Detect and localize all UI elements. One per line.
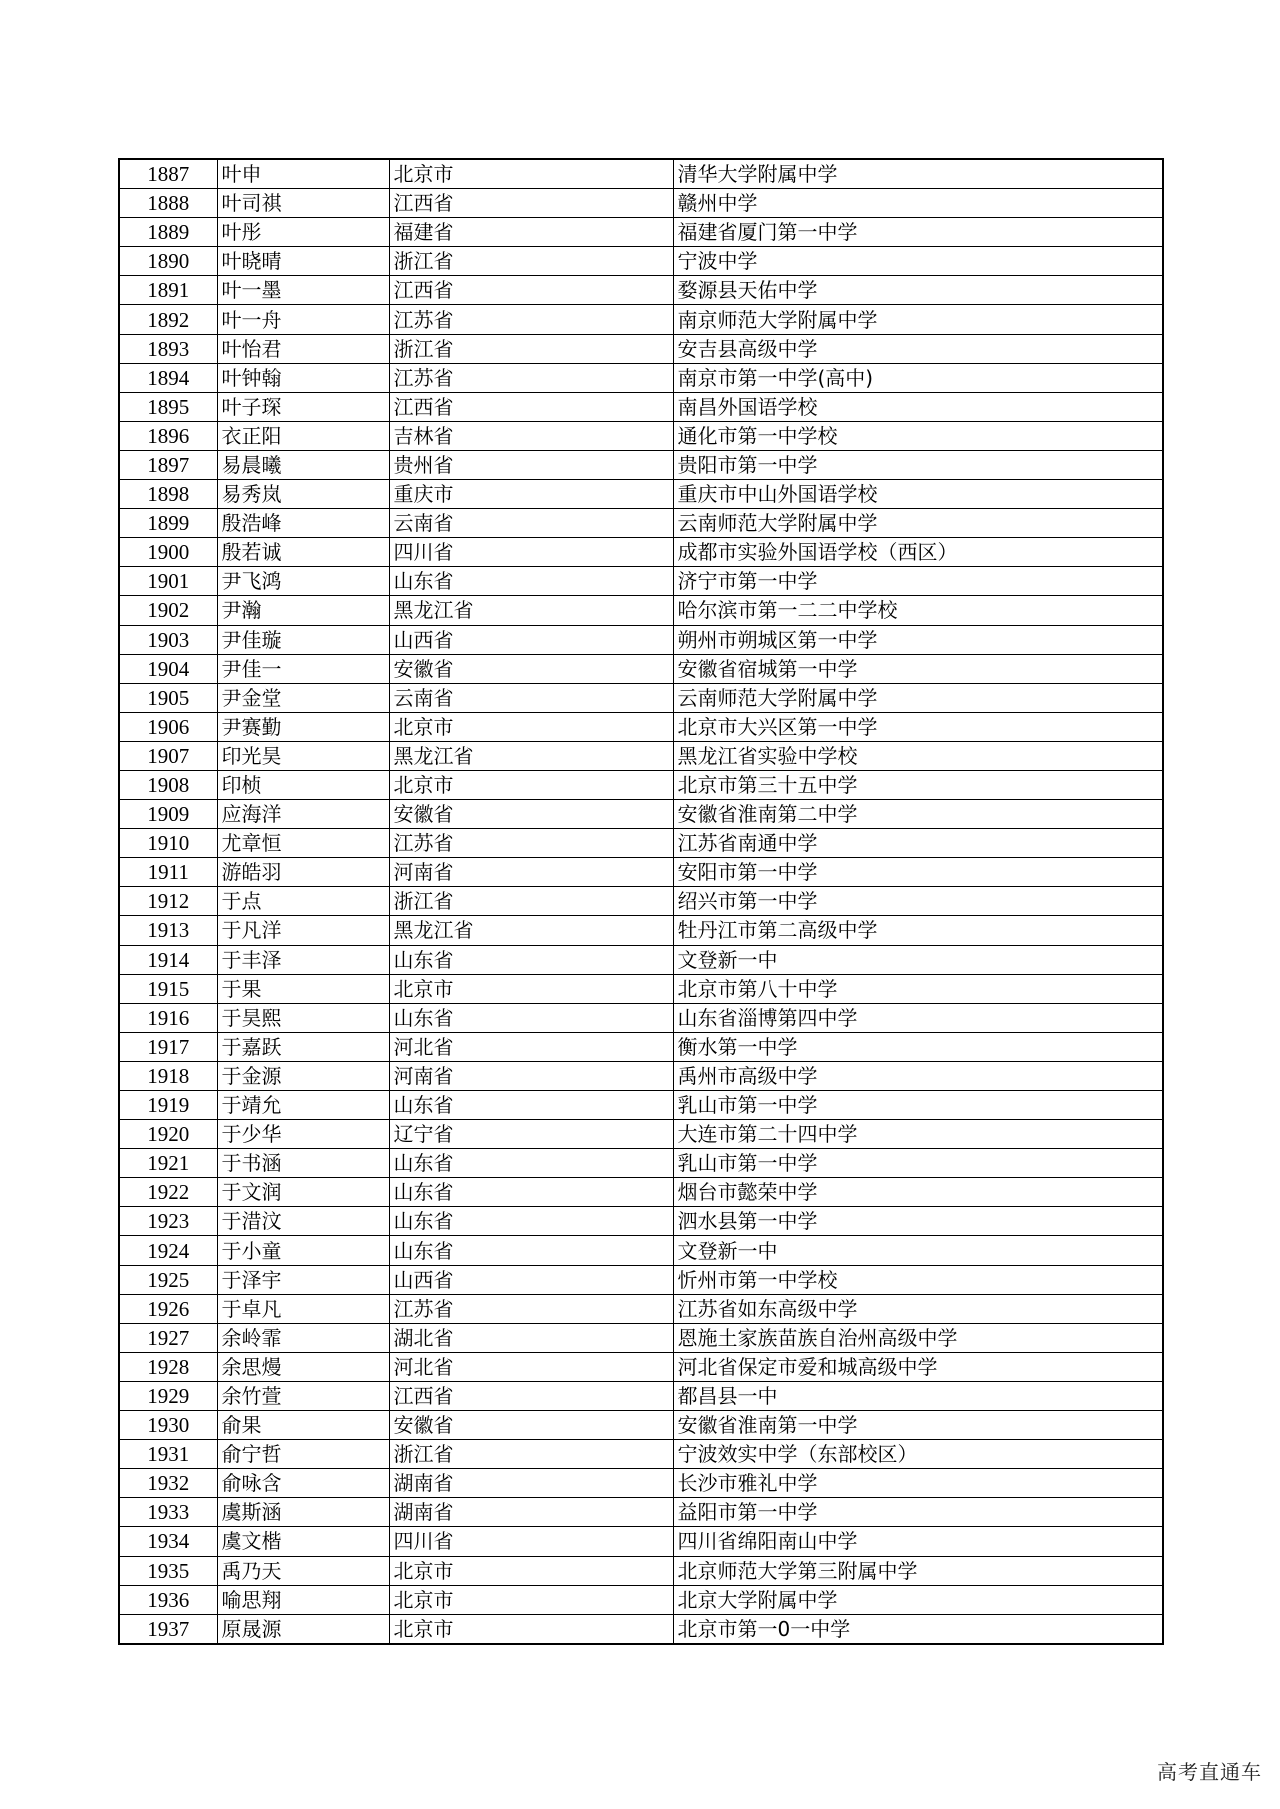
table-row (119, 189, 1163, 218)
province-cell: 江西省 (389, 1381, 673, 1410)
row-number-cell: 1909 (119, 800, 217, 829)
school-name-cell: 绍兴市第一中学 (673, 887, 1163, 916)
table-row (119, 1061, 1163, 1090)
roster-table-body (119, 159, 1163, 1644)
table-row (119, 1207, 1163, 1236)
student-name-cell: 尹瀚 (217, 596, 389, 625)
student-name-cell: 于昊熙 (217, 1003, 389, 1032)
table-row (119, 538, 1163, 567)
student-name-cell: 尤章恒 (217, 829, 389, 858)
table-row (119, 1352, 1163, 1381)
row-number-cell: 1911 (119, 858, 217, 887)
table-row (119, 1614, 1163, 1644)
student-name-cell: 殷若诚 (217, 538, 389, 567)
province-cell: 河南省 (389, 858, 673, 887)
school-name-cell: 清华大学附属中学 (673, 159, 1163, 189)
row-number-cell: 1913 (119, 916, 217, 945)
province-cell: 四川省 (389, 1527, 673, 1556)
school-name-cell: 贵阳市第一中学 (673, 450, 1163, 479)
province-cell: 山东省 (389, 945, 673, 974)
row-number-cell: 1902 (119, 596, 217, 625)
row-number-cell: 1929 (119, 1381, 217, 1410)
table-row (119, 625, 1163, 654)
school-name-cell: 牡丹江市第二高级中学 (673, 916, 1163, 945)
row-number-cell: 1931 (119, 1440, 217, 1469)
province-cell: 山东省 (389, 1236, 673, 1265)
table-row (119, 159, 1163, 189)
province-cell: 吉林省 (389, 421, 673, 450)
table-row (119, 363, 1163, 392)
province-cell: 浙江省 (389, 1440, 673, 1469)
school-name-cell: 福建省厦门第一中学 (673, 218, 1163, 247)
row-number-cell: 1901 (119, 567, 217, 596)
student-name-cell: 游皓羽 (217, 858, 389, 887)
row-number-cell: 1917 (119, 1032, 217, 1061)
row-number-cell: 1906 (119, 712, 217, 741)
row-number-cell: 1898 (119, 480, 217, 509)
province-cell: 安徽省 (389, 654, 673, 683)
student-name-cell: 印光昊 (217, 741, 389, 770)
table-row (119, 1120, 1163, 1149)
province-cell: 北京市 (389, 974, 673, 1003)
province-cell: 重庆市 (389, 480, 673, 509)
school-name-cell: 云南师范大学附属中学 (673, 683, 1163, 712)
student-name-cell: 应海洋 (217, 800, 389, 829)
student-name-cell: 于点 (217, 887, 389, 916)
province-cell: 山东省 (389, 1003, 673, 1032)
row-number-cell: 1920 (119, 1120, 217, 1149)
school-name-cell: 北京市第三十五中学 (673, 770, 1163, 799)
student-name-cell: 俞宁哲 (217, 1440, 389, 1469)
student-name-cell: 叶申 (217, 159, 389, 189)
school-name-cell: 济宁市第一中学 (673, 567, 1163, 596)
school-name-cell: 泗水县第一中学 (673, 1207, 1163, 1236)
student-name-cell: 叶一舟 (217, 305, 389, 334)
province-cell: 浙江省 (389, 247, 673, 276)
student-name-cell: 尹飞鸿 (217, 567, 389, 596)
row-number-cell: 1894 (119, 363, 217, 392)
school-name-cell: 烟台市懿荣中学 (673, 1178, 1163, 1207)
student-name-cell: 尹佳璇 (217, 625, 389, 654)
table-row (119, 887, 1163, 916)
student-name-cell: 俞咏含 (217, 1469, 389, 1498)
table-row (119, 683, 1163, 712)
province-cell: 河北省 (389, 1352, 673, 1381)
student-name-cell: 于文润 (217, 1178, 389, 1207)
province-cell: 浙江省 (389, 334, 673, 363)
school-name-cell: 通化市第一中学校 (673, 421, 1163, 450)
row-number-cell: 1933 (119, 1498, 217, 1527)
row-number-cell: 1912 (119, 887, 217, 916)
student-name-cell: 于小童 (217, 1236, 389, 1265)
student-name-cell: 殷浩峰 (217, 509, 389, 538)
row-number-cell: 1923 (119, 1207, 217, 1236)
table-row (119, 1498, 1163, 1527)
student-name-cell: 印桢 (217, 770, 389, 799)
table-row (119, 567, 1163, 596)
school-name-cell: 成都市实验外国语学校（西区） (673, 538, 1163, 567)
province-cell: 云南省 (389, 509, 673, 538)
row-number-cell: 1888 (119, 189, 217, 218)
row-number-cell: 1926 (119, 1294, 217, 1323)
watermark-text: 高考直通车 (1157, 1760, 1262, 1784)
row-number-cell: 1935 (119, 1556, 217, 1585)
table-row (119, 334, 1163, 363)
province-cell: 山东省 (389, 1207, 673, 1236)
province-cell: 湖南省 (389, 1469, 673, 1498)
province-cell: 安徽省 (389, 800, 673, 829)
student-name-cell: 余思熳 (217, 1352, 389, 1381)
row-number-cell: 1889 (119, 218, 217, 247)
province-cell: 山西省 (389, 1265, 673, 1294)
row-number-cell: 1915 (119, 974, 217, 1003)
student-name-cell: 于少华 (217, 1120, 389, 1149)
school-name-cell: 益阳市第一中学 (673, 1498, 1163, 1527)
province-cell: 湖北省 (389, 1323, 673, 1352)
school-name-cell: 乳山市第一中学 (673, 1091, 1163, 1120)
province-cell: 山东省 (389, 1178, 673, 1207)
province-cell: 山东省 (389, 1091, 673, 1120)
province-cell: 福建省 (389, 218, 673, 247)
province-cell: 山东省 (389, 567, 673, 596)
province-cell: 北京市 (389, 159, 673, 189)
row-number-cell: 1932 (119, 1469, 217, 1498)
school-name-cell: 云南师范大学附属中学 (673, 509, 1163, 538)
student-name-cell: 于金源 (217, 1061, 389, 1090)
school-name-cell: 婺源县天佑中学 (673, 276, 1163, 305)
table-row (119, 421, 1163, 450)
table-row (119, 770, 1163, 799)
province-cell: 江西省 (389, 189, 673, 218)
table-row (119, 945, 1163, 974)
student-name-cell: 衣正阳 (217, 421, 389, 450)
row-number-cell: 1897 (119, 450, 217, 479)
row-number-cell: 1908 (119, 770, 217, 799)
table-row (119, 1527, 1163, 1556)
table-row (119, 276, 1163, 305)
province-cell: 浙江省 (389, 887, 673, 916)
row-number-cell: 1895 (119, 392, 217, 421)
school-name-cell: 江苏省南通中学 (673, 829, 1163, 858)
school-name-cell: 文登新一中 (673, 945, 1163, 974)
province-cell: 北京市 (389, 712, 673, 741)
student-name-cell: 于凡洋 (217, 916, 389, 945)
school-name-cell: 黑龙江省实验中学校 (673, 741, 1163, 770)
school-name-cell: 安徽省淮南第一中学 (673, 1411, 1163, 1440)
student-name-cell: 于丰泽 (217, 945, 389, 974)
school-name-cell: 重庆市中山外国语学校 (673, 480, 1163, 509)
row-number-cell: 1930 (119, 1411, 217, 1440)
student-name-cell: 于卓凡 (217, 1294, 389, 1323)
table-row (119, 1178, 1163, 1207)
province-cell: 北京市 (389, 770, 673, 799)
table-row (119, 1149, 1163, 1178)
row-number-cell: 1903 (119, 625, 217, 654)
table-row (119, 829, 1163, 858)
table-row (119, 596, 1163, 625)
row-number-cell: 1914 (119, 945, 217, 974)
student-name-cell: 叶怡君 (217, 334, 389, 363)
table-row (119, 741, 1163, 770)
school-name-cell: 都昌县一中 (673, 1381, 1163, 1410)
province-cell: 河南省 (389, 1061, 673, 1090)
province-cell: 江苏省 (389, 1294, 673, 1323)
student-name-cell: 叶晓晴 (217, 247, 389, 276)
student-name-cell: 虞斯涵 (217, 1498, 389, 1527)
table-row (119, 1091, 1163, 1120)
table-row (119, 1294, 1163, 1323)
school-name-cell: 山东省淄博第四中学 (673, 1003, 1163, 1032)
row-number-cell: 1936 (119, 1585, 217, 1614)
school-name-cell: 朔州市朔城区第一中学 (673, 625, 1163, 654)
student-name-cell: 易秀岚 (217, 480, 389, 509)
school-name-cell: 南京市第一中学(高中) (673, 363, 1163, 392)
student-name-cell: 禹乃天 (217, 1556, 389, 1585)
row-number-cell: 1907 (119, 741, 217, 770)
school-name-cell: 禹州市高级中学 (673, 1061, 1163, 1090)
student-name-cell: 叶彤 (217, 218, 389, 247)
province-cell: 安徽省 (389, 1411, 673, 1440)
province-cell: 江苏省 (389, 363, 673, 392)
school-name-cell: 宁波效实中学（东部校区） (673, 1440, 1163, 1469)
row-number-cell: 1892 (119, 305, 217, 334)
student-name-cell: 俞果 (217, 1411, 389, 1440)
school-name-cell: 长沙市雅礼中学 (673, 1469, 1163, 1498)
table-row (119, 858, 1163, 887)
row-number-cell: 1924 (119, 1236, 217, 1265)
table-row (119, 509, 1163, 538)
province-cell: 湖南省 (389, 1498, 673, 1527)
province-cell: 黑龙江省 (389, 741, 673, 770)
table-row (119, 1469, 1163, 1498)
table-row (119, 392, 1163, 421)
student-name-cell: 于书涵 (217, 1149, 389, 1178)
school-name-cell: 北京大学附属中学 (673, 1585, 1163, 1614)
student-name-cell: 叶一墨 (217, 276, 389, 305)
student-name-cell: 于㳻汶 (217, 1207, 389, 1236)
table-row (119, 974, 1163, 1003)
province-cell: 河北省 (389, 1032, 673, 1061)
school-name-cell: 北京市第八十中学 (673, 974, 1163, 1003)
row-number-cell: 1927 (119, 1323, 217, 1352)
row-number-cell: 1922 (119, 1178, 217, 1207)
row-number-cell: 1891 (119, 276, 217, 305)
province-cell: 四川省 (389, 538, 673, 567)
table-row (119, 218, 1163, 247)
province-cell: 山西省 (389, 625, 673, 654)
row-number-cell: 1910 (119, 829, 217, 858)
school-name-cell: 安徽省宿城第一中学 (673, 654, 1163, 683)
table-row (119, 916, 1163, 945)
roster-table (118, 158, 1164, 1645)
student-name-cell: 叶子琛 (217, 392, 389, 421)
student-name-cell: 于嘉跃 (217, 1032, 389, 1061)
row-number-cell: 1916 (119, 1003, 217, 1032)
row-number-cell: 1900 (119, 538, 217, 567)
school-name-cell: 安吉县高级中学 (673, 334, 1163, 363)
table-row (119, 1003, 1163, 1032)
province-cell: 江苏省 (389, 305, 673, 334)
student-name-cell: 余岭霏 (217, 1323, 389, 1352)
table-row (119, 654, 1163, 683)
province-cell: 山东省 (389, 1149, 673, 1178)
province-cell: 黑龙江省 (389, 596, 673, 625)
row-number-cell: 1887 (119, 159, 217, 189)
school-name-cell: 安徽省淮南第二中学 (673, 800, 1163, 829)
row-number-cell: 1890 (119, 247, 217, 276)
province-cell: 贵州省 (389, 450, 673, 479)
province-cell: 北京市 (389, 1614, 673, 1644)
table-row (119, 712, 1163, 741)
school-name-cell: 赣州中学 (673, 189, 1163, 218)
table-row (119, 1265, 1163, 1294)
row-number-cell: 1904 (119, 654, 217, 683)
province-cell: 云南省 (389, 683, 673, 712)
student-name-cell: 喻思翔 (217, 1585, 389, 1614)
school-name-cell: 北京市大兴区第一中学 (673, 712, 1163, 741)
row-number-cell: 1919 (119, 1091, 217, 1120)
table-row (119, 1236, 1163, 1265)
school-name-cell: 哈尔滨市第一二二中学校 (673, 596, 1163, 625)
school-name-cell: 四川省绵阳南山中学 (673, 1527, 1163, 1556)
province-cell: 北京市 (389, 1585, 673, 1614)
school-name-cell: 文登新一中 (673, 1236, 1163, 1265)
row-number-cell: 1937 (119, 1614, 217, 1644)
row-number-cell: 1896 (119, 421, 217, 450)
province-cell: 辽宁省 (389, 1120, 673, 1149)
school-name-cell: 恩施土家族苗族自治州高级中学 (673, 1323, 1163, 1352)
table-row (119, 247, 1163, 276)
table-row (119, 480, 1163, 509)
student-name-cell: 余竹萱 (217, 1381, 389, 1410)
province-cell: 北京市 (389, 1556, 673, 1585)
student-name-cell: 尹赛勤 (217, 712, 389, 741)
school-name-cell: 乳山市第一中学 (673, 1149, 1163, 1178)
row-number-cell: 1893 (119, 334, 217, 363)
row-number-cell: 1899 (119, 509, 217, 538)
student-name-cell: 叶钟翰 (217, 363, 389, 392)
province-cell: 黑龙江省 (389, 916, 673, 945)
student-name-cell: 于靖允 (217, 1091, 389, 1120)
student-name-cell: 虞文楷 (217, 1527, 389, 1556)
school-name-cell: 衡水第一中学 (673, 1032, 1163, 1061)
student-name-cell: 尹佳一 (217, 654, 389, 683)
table-row (119, 1381, 1163, 1410)
table-row (119, 1585, 1163, 1614)
student-name-cell: 叶司祺 (217, 189, 389, 218)
school-name-cell: 安阳市第一中学 (673, 858, 1163, 887)
row-number-cell: 1928 (119, 1352, 217, 1381)
row-number-cell: 1934 (119, 1527, 217, 1556)
province-cell: 江西省 (389, 276, 673, 305)
student-name-cell: 原晟源 (217, 1614, 389, 1644)
student-name-cell: 于泽宇 (217, 1265, 389, 1294)
row-number-cell: 1921 (119, 1149, 217, 1178)
row-number-cell: 1925 (119, 1265, 217, 1294)
province-cell: 江苏省 (389, 829, 673, 858)
school-name-cell: 大连市第二十四中学 (673, 1120, 1163, 1149)
row-number-cell: 1905 (119, 683, 217, 712)
school-name-cell: 忻州市第一中学校 (673, 1265, 1163, 1294)
table-row (119, 800, 1163, 829)
school-name-cell: 河北省保定市爱和城高级中学 (673, 1352, 1163, 1381)
student-name-cell: 于果 (217, 974, 389, 1003)
student-name-cell: 易晨曦 (217, 450, 389, 479)
school-name-cell: 南京师范大学附属中学 (673, 305, 1163, 334)
row-number-cell: 1918 (119, 1061, 217, 1090)
school-name-cell: 北京市第一0一中学 (673, 1614, 1163, 1644)
table-row (119, 305, 1163, 334)
school-name-cell: 宁波中学 (673, 247, 1163, 276)
table-row (119, 450, 1163, 479)
table-row (119, 1411, 1163, 1440)
student-name-cell: 尹金堂 (217, 683, 389, 712)
province-cell: 江西省 (389, 392, 673, 421)
table-row (119, 1032, 1163, 1061)
school-name-cell: 南昌外国语学校 (673, 392, 1163, 421)
school-name-cell: 江苏省如东高级中学 (673, 1294, 1163, 1323)
table-row (119, 1556, 1163, 1585)
table-row (119, 1323, 1163, 1352)
table-row (119, 1440, 1163, 1469)
school-name-cell: 北京师范大学第三附属中学 (673, 1556, 1163, 1585)
